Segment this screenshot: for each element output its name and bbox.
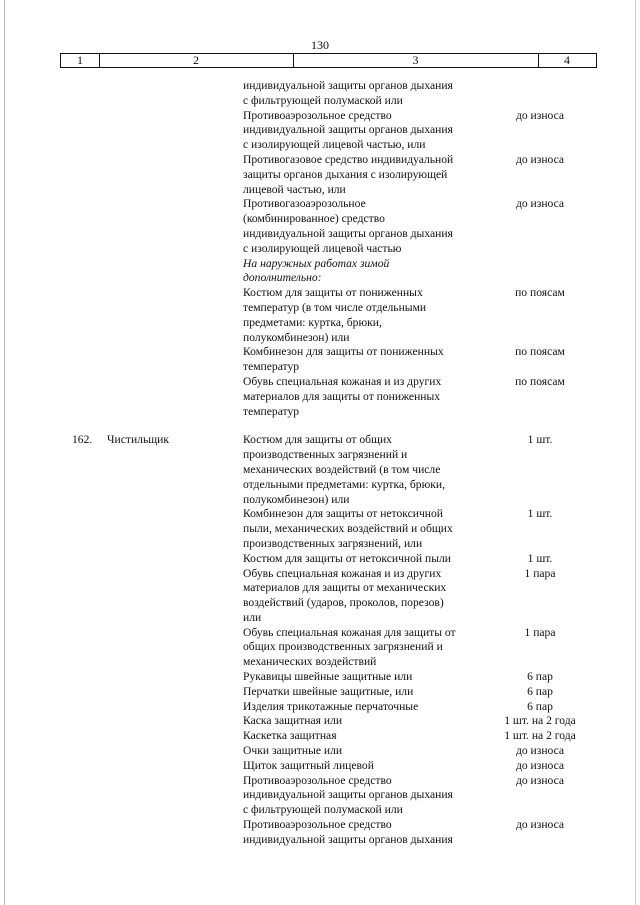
item-line: индивидуальной защиты органов дыхания xyxy=(243,832,453,846)
header-col-1: 1 xyxy=(61,54,100,67)
issue-norm: 6 пар xyxy=(527,684,553,698)
table-row xyxy=(0,714,640,729)
item-line: производственных загрязнений и xyxy=(243,448,408,462)
table-row xyxy=(0,759,640,774)
item-line: Очки защитные или xyxy=(243,744,343,758)
item-line: Рукавицы швейные защитные или xyxy=(243,670,413,684)
item-line: индивидуальной защиты органов дыхания xyxy=(243,123,453,137)
table-row xyxy=(0,507,640,551)
item-description xyxy=(243,375,488,419)
issue-norm: 6 пар xyxy=(527,670,553,684)
item-line: воздействий (ударов, проколов, порезов) xyxy=(243,596,444,610)
issue-norm: 1 шт. xyxy=(527,551,553,565)
item-line: Изделия трикотажные перчаточные xyxy=(243,699,419,713)
issue-norm: 1 пара xyxy=(524,566,556,580)
table-row xyxy=(0,286,640,345)
table-row xyxy=(0,153,640,197)
item-line: температур (в том числе отдельными xyxy=(243,300,427,314)
item-description xyxy=(243,818,488,848)
item-line: Противоаэрозольное средство xyxy=(243,818,392,832)
item-line: лицевой частью, или xyxy=(243,182,346,196)
item-description xyxy=(243,286,488,345)
table-row xyxy=(0,433,640,507)
table-row xyxy=(0,626,640,670)
item-line: дополнительно: xyxy=(243,271,322,285)
item-line: (комбинированное) средство xyxy=(243,212,385,226)
item-line: с фильтрующей полумаской или xyxy=(243,803,403,817)
issue-norm: до износа xyxy=(515,152,565,166)
item-line: индивидуальной защиты органов дыхания xyxy=(243,226,453,240)
item-line: Противогазовое средство индивидуальной xyxy=(243,152,454,166)
item-description xyxy=(243,729,488,744)
table-row xyxy=(0,109,640,153)
table-row xyxy=(0,375,640,419)
item-description xyxy=(243,552,488,567)
issue-norm: 6 пар xyxy=(527,699,553,713)
item-line: с изолирующей лицевой частью xyxy=(243,241,402,255)
item-line: Обувь специальная кожаная и из других xyxy=(243,374,442,388)
item-description xyxy=(243,109,488,153)
item-line: Костюм для защиты от нетоксичной пыли xyxy=(243,551,452,565)
item-description xyxy=(243,433,488,507)
item-line: На наружных работах зимой xyxy=(243,256,390,270)
item-line: или xyxy=(243,610,262,624)
item-line: с изолирующей лицевой частью, или xyxy=(243,138,426,152)
issue-norm: до износа xyxy=(515,108,565,122)
table-row xyxy=(0,744,640,759)
header-col-2: 2 xyxy=(99,54,294,67)
item-description xyxy=(243,700,488,715)
item-line: предметами: куртка, брюки, xyxy=(243,315,382,329)
item-line: Каска защитная или xyxy=(243,714,343,728)
table-row xyxy=(0,685,640,700)
item-description xyxy=(243,685,488,700)
item-line: полукомбинезон) или xyxy=(243,330,350,344)
item-line: Перчатки швейные защитные, или xyxy=(243,684,414,698)
issue-norm: 1 шт. xyxy=(527,507,553,521)
item-description xyxy=(243,257,488,287)
item-line: температур xyxy=(243,360,300,374)
table-row xyxy=(0,345,640,375)
table-row xyxy=(0,552,640,567)
issue-norm: 1 шт. на 2 года xyxy=(504,714,576,728)
issue-norm: 1 пара xyxy=(524,625,556,639)
header-col-3: 3 xyxy=(293,54,539,67)
table-row xyxy=(0,670,640,685)
table-row xyxy=(0,567,640,626)
item-line: производственных загрязнений, или xyxy=(243,536,423,550)
item-description xyxy=(243,153,488,197)
page-number: 130 xyxy=(311,38,329,52)
item-line: отдельными предметами: куртка, брюки, xyxy=(243,477,445,491)
item-line: Костюм для защиты от общих xyxy=(243,433,392,447)
item-line: с фильтрующей полумаской или xyxy=(243,93,403,107)
item-line: механических воздействий (в том числе xyxy=(243,462,441,476)
table-row xyxy=(0,79,640,109)
item-line: Комбинезон для защиты от пониженных xyxy=(243,345,444,359)
issue-norm: до износа xyxy=(515,818,565,832)
item-description xyxy=(243,759,488,774)
table-row xyxy=(0,700,640,715)
table-body xyxy=(0,79,640,848)
issue-norm: по поясам xyxy=(515,345,565,359)
item-description xyxy=(243,626,488,670)
table-row xyxy=(0,818,640,848)
issue-norm: до износа xyxy=(515,744,565,758)
item-description xyxy=(243,744,488,759)
item-line: Каскетка защитная xyxy=(243,729,337,743)
item-description xyxy=(243,714,488,729)
item-description xyxy=(243,345,488,375)
issue-norm: до износа xyxy=(515,197,565,211)
item-line: индивидуальной защиты органов дыхания xyxy=(243,79,453,92)
row-number: 162. xyxy=(72,433,93,447)
item-description xyxy=(243,670,488,685)
item-line: механических воздействий xyxy=(243,655,377,669)
issue-norm: до износа xyxy=(515,758,565,772)
table-row xyxy=(0,729,640,744)
issue-norm: по поясам xyxy=(515,374,565,388)
row-spacer xyxy=(0,419,640,433)
item-description xyxy=(243,197,488,256)
table-header xyxy=(60,53,597,68)
item-description xyxy=(243,774,488,818)
issue-norm: 1 шт. на 2 года xyxy=(504,729,576,743)
item-line: полукомбинезон) или xyxy=(243,492,350,506)
item-line: пыли, механических воздействий и общих xyxy=(243,522,453,536)
header-col-4: 4 xyxy=(564,53,570,67)
issue-norm: 1 шт. xyxy=(527,433,553,447)
table-row xyxy=(0,257,640,287)
item-line: защиты органов дыхания с изолирующей xyxy=(243,167,448,181)
item-line: Костюм для защиты от пониженных xyxy=(243,286,423,300)
table-row xyxy=(0,774,640,818)
item-description xyxy=(243,507,488,551)
item-line: общих производственных загрязнений и xyxy=(243,640,443,654)
item-line: температур xyxy=(243,404,300,418)
item-line: Комбинезон для защиты от нетоксичной xyxy=(243,507,444,521)
item-line: Обувь специальная кожаная для защиты от xyxy=(243,625,456,639)
profession-name: Чистильщик xyxy=(107,433,169,447)
item-line: Противогазоаэрозольное xyxy=(243,197,366,211)
issue-norm: по поясам xyxy=(515,286,565,300)
item-line: Обувь специальная кожаная и из других xyxy=(243,566,442,580)
item-line: Противоаэрозольное средство xyxy=(243,773,392,787)
item-line: материалов для защиты от механических xyxy=(243,581,447,595)
item-line: Щиток защитный лицевой xyxy=(243,758,374,772)
item-description xyxy=(243,567,488,626)
issue-norm: до износа xyxy=(515,773,565,787)
item-line: индивидуальной защиты органов дыхания xyxy=(243,788,453,802)
table-row xyxy=(0,197,640,256)
item-description xyxy=(243,79,488,109)
item-line: Противоаэрозольное средство xyxy=(243,108,392,122)
item-line: материалов для защиты от пониженных xyxy=(243,389,441,403)
